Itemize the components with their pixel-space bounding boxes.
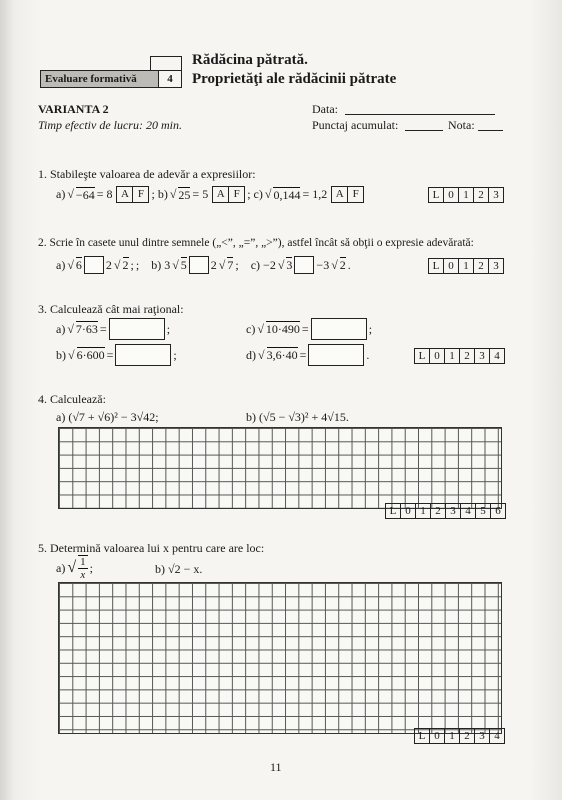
ex4-score-scale[interactable]: L 0 1 2 3 4 5 6: [385, 503, 506, 519]
ex3-c: c) √ 10·490 = ;: [246, 318, 372, 340]
date-line[interactable]: [345, 114, 495, 115]
score-line[interactable]: [405, 130, 443, 131]
ex1-a-af[interactable]: A F: [116, 186, 149, 203]
ex3-b: b) √ 6·600 = ;: [56, 344, 177, 366]
ex2-a-prefix: a): [56, 257, 66, 272]
ex4-b-expression: b) (√5 − √3)² + 4√15.: [246, 410, 349, 424]
time-label: Timp efectiv de lucru: 20 min.: [38, 118, 182, 132]
ex1-c-prefix: ; c): [247, 187, 263, 201]
ex2-b-prefix: ; b) 3: [135, 257, 171, 272]
ex3-score-scale[interactable]: L 0 1 2 3 4: [414, 348, 505, 364]
badge-number: 4: [158, 71, 181, 87]
date-label: Data:: [312, 102, 338, 116]
ex1-b-rest: = 5: [192, 187, 209, 201]
page-title-line2: Proprietăţi ale rădăcinii pătrate: [192, 71, 397, 87]
grade-line[interactable]: [478, 130, 503, 131]
score-label: Punctaj acumulat:: [312, 118, 399, 132]
ex3-d: d) √ 3,6·40 = .: [246, 344, 369, 366]
ex1-a-rest: = 8: [96, 187, 113, 201]
ex3-c-answer-box[interactable]: [311, 318, 367, 340]
grade-label: Nota:: [448, 118, 475, 132]
ex1-b-af[interactable]: A F: [212, 186, 245, 203]
ex3-a-answer-box[interactable]: [109, 318, 165, 340]
ex3-prompt: 3. Calculează cât mai raţional:: [38, 302, 184, 316]
page-number: 11: [270, 760, 282, 774]
ex4-prompt: 4. Calculează:: [38, 392, 106, 406]
header-badge: [40, 70, 182, 88]
variant-label: VARIANTA 2: [38, 102, 109, 116]
ex2-prompt: 2. Scrie în casete unul dintre semnele („<”, „=”, „>”), astfel încât să obţii o expresie adevărată:: [38, 237, 474, 249]
ex1-a-prefix: a): [56, 187, 66, 201]
ex5-score-scale[interactable]: L 0 1 2 3 4: [414, 728, 505, 744]
ex2-a-sign-box[interactable]: [84, 256, 104, 274]
ex5-work-grid[interactable]: [58, 582, 502, 734]
ex3-a: a) √ 7·63 = ;: [56, 318, 170, 340]
ex5-a: a) √ 1 x ;: [56, 556, 93, 581]
ex1-c-radicand: 0,144: [273, 187, 301, 202]
ex3-b-answer-box[interactable]: [115, 344, 171, 366]
ex3-d-answer-box[interactable]: [308, 344, 364, 366]
ex4-a-expression: a) (√7 + √6)² − 3√42;: [56, 410, 159, 424]
badge-label: Evaluare formativă: [41, 71, 158, 87]
ex5-prompt: 5. Determină valoarea lui x pentru care are loc:: [38, 541, 265, 555]
page-title-line1: Rădăcina pătrată.: [192, 52, 308, 68]
ex1-score-scale[interactable]: L 0 1 2 3: [428, 187, 504, 203]
ex1-c-af[interactable]: A F: [331, 186, 364, 203]
ex2-score-scale[interactable]: L 0 1 2 3: [428, 258, 504, 274]
ex2-items: a) √ 6 2 √ 2 ; ; b) 3 √ 5 2 √ 7 ; c) −2 √ 3 −3 √ 2 .: [56, 257, 351, 272]
ex1-items: a) √ −64 = 8 A F ; b) √ 25 = 5 A F ; c) √ 0,144 = 1,2 A F: [56, 186, 364, 203]
header-badge-top-line: [150, 56, 182, 71]
ex1-a-radicand: −64: [75, 187, 95, 202]
ex5-b-expression: b) √2 − x.: [155, 562, 203, 576]
ex1-prompt: 1. Stabileşte valoarea de adevăr a expresiilor:: [38, 167, 256, 181]
ex2-b-sign-box[interactable]: [189, 256, 209, 274]
ex2-c-prefix: ; c) −2: [235, 257, 276, 272]
ex1-b-prefix: ; b): [151, 187, 168, 201]
ex1-c-rest: = 1,2: [302, 187, 328, 201]
ex2-c-sign-box[interactable]: [294, 256, 314, 274]
ex4-work-grid[interactable]: [58, 427, 502, 509]
ex1-b-radicand: 25: [178, 187, 191, 202]
